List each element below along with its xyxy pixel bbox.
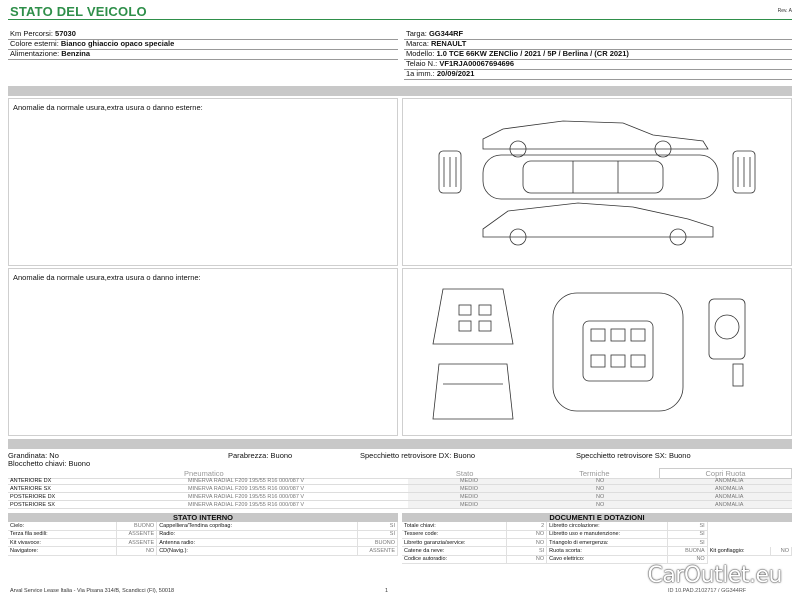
documents-value: NO <box>770 547 791 555</box>
internal-damage-box <box>8 268 398 436</box>
cover-header: Copri Ruota <box>660 469 792 479</box>
documents-label: Kit gonfiaggio: <box>707 547 770 555</box>
tyre-row <box>8 477 792 485</box>
internal-label: CD(Navig.): <box>157 547 358 555</box>
documents-value: NO <box>507 539 547 547</box>
brand-row: Marca: RENAULT <box>406 39 467 48</box>
documents-value: SI <box>507 547 547 555</box>
internal-row <box>8 522 398 530</box>
documents-title: DOCUMENTI E DOTAZIONI <box>402 513 792 522</box>
internal-row <box>8 539 398 547</box>
documents-value: 2 <box>507 522 547 530</box>
internal-label: Cappelliera/Tendina copribag: <box>157 522 358 530</box>
plate-row: Targa: GG344RF <box>406 29 464 38</box>
tyre-thermal: NO <box>596 478 605 484</box>
tyre-desc: MINERVA RADIAL F209 195/55 R16 000/087 V <box>188 502 305 508</box>
tyre-state: MEDIO <box>460 502 479 508</box>
tyre-cover: ANOMALIA <box>715 494 744 500</box>
documents-value: SI <box>667 530 707 538</box>
documents-label: Tessere code: <box>402 530 507 538</box>
internal-label: Kit vivavoce: <box>8 539 117 547</box>
tyre-cover: ANOMALIA <box>715 478 744 484</box>
tyre-cover: ANOMALIA <box>715 486 744 492</box>
internal-label: Terza fila sedili: <box>8 530 117 538</box>
documents-label: Libretto garanzia/service: <box>402 539 507 547</box>
car-exterior-icon <box>403 99 793 267</box>
thermal-header: Termiche <box>530 469 660 479</box>
registration-row: 1a imm.: 20/09/2021 <box>406 69 475 78</box>
internal-label: Antenna radio: <box>157 539 358 547</box>
tyre-row <box>8 485 792 493</box>
documents-label: Triangolo di emergenza: <box>547 539 668 547</box>
documents-row <box>402 530 792 538</box>
documents-table <box>402 522 792 564</box>
tyre-desc: MINERVA RADIAL F209 195/55 R16 000/087 V <box>188 494 305 500</box>
documents-label: Cavo elettrico: <box>547 555 668 563</box>
tyre-pos: POSTERIORE DX <box>10 494 56 500</box>
hail-status: Grandinata: No <box>8 451 59 460</box>
internal-value: ASSENTE <box>358 547 398 555</box>
internal-row <box>8 547 398 555</box>
internal-state-table <box>8 522 398 556</box>
documents-value: SI <box>667 539 707 547</box>
documents-value: NO <box>507 530 547 538</box>
documents-label: Libretto uso e manutenzione: <box>547 530 668 538</box>
internal-value: NO <box>117 547 157 555</box>
windshield-status: Parabrezza: Buono <box>228 451 293 460</box>
tyre-row <box>8 493 792 501</box>
km-row: Km Percorsi: 57030 <box>10 29 76 38</box>
revision-label: Rev. A <box>777 8 792 14</box>
mirror-dx-status: Specchietto retrovisore DX: Buono <box>360 451 476 460</box>
document-id: ID 10.PAD.2102717 / GG344RF <box>668 588 747 594</box>
internal-value: ASSENTE <box>117 530 157 538</box>
internal-value: SI <box>358 530 398 538</box>
model-row: Modello: 1.0 TCE 66KW ZENClio / 2021 / 5P / Berlina / (CR 2021) <box>406 49 629 58</box>
internal-state-title: STATO INTERNO <box>8 513 398 522</box>
state-header: Stato <box>400 469 530 479</box>
watermark-logo: CarOutlet.eu <box>647 563 782 588</box>
documents-value: NO <box>507 555 547 563</box>
tyre-state: MEDIO <box>460 494 479 500</box>
external-car-diagram <box>402 98 792 266</box>
tyre-pos: ANTERIORE SX <box>10 486 51 492</box>
tyre-thermal: NO <box>596 494 605 500</box>
tyre-pos: ANTERIORE DX <box>10 478 52 484</box>
tyre-pos: POSTERIORE SX <box>10 502 55 508</box>
documents-label: Ruota scorta: <box>547 547 668 555</box>
internal-row <box>8 530 398 538</box>
documents-label: Catene da neve: <box>402 547 507 555</box>
tyre-desc: MINERVA RADIAL F209 195/55 R16 000/087 V <box>188 478 305 484</box>
fuel-row: Alimentazione: Benzina <box>10 49 91 58</box>
documents-label: Codice autoradio: <box>402 555 507 563</box>
mirror-sx-status: Specchietto retrovisore SX: Buono <box>576 451 691 460</box>
tyre-row <box>8 501 792 509</box>
page-title: STATO DEL VEICOLO <box>10 4 147 19</box>
documents-row <box>402 522 792 530</box>
car-interior-icon <box>403 269 793 437</box>
key-lock-status: Blocchetto chiavi: Buono <box>8 459 91 468</box>
internal-car-diagram <box>402 268 792 436</box>
vin-row: Telaio N.: VF1RJA00067694696 <box>406 59 515 68</box>
tyre-thermal: NO <box>596 502 605 508</box>
section-divider <box>8 86 792 96</box>
internal-label: Radio: <box>157 530 358 538</box>
external-damage-box <box>8 98 398 266</box>
internal-damage-label: Anomalie da normale usura,extra usura o danno interne: <box>13 273 201 282</box>
internal-label: Cielo: <box>8 522 117 530</box>
color-row: Colore esterni: Bianco ghiaccio opaco speciale <box>10 39 175 48</box>
tyre-header: Pneumatico <box>8 469 400 479</box>
documents-row <box>402 539 792 547</box>
tyre-desc: MINERVA RADIAL F209 195/55 R16 000/087 V <box>188 486 305 492</box>
company-address: Arval Service Lease Italia - Via Pisana 314/B, Scandicci (FI), 50018 <box>10 588 175 594</box>
documents-row <box>402 547 792 555</box>
internal-value: SI <box>358 522 398 530</box>
page-number: 1 <box>385 588 389 594</box>
tyre-state: MEDIO <box>460 486 479 492</box>
documents-label: Totale chiavi: <box>402 522 507 530</box>
documents-value: BUONA <box>667 547 707 555</box>
internal-value: BUONO <box>117 522 157 530</box>
section-divider-2 <box>8 439 792 449</box>
internal-label: Navigatore: <box>8 547 117 555</box>
tyre-cover: ANOMALIA <box>715 502 744 508</box>
documents-value: SI <box>667 522 707 530</box>
documents-value: NO <box>667 555 707 563</box>
external-damage-label: Anomalie da normale usura,extra usura o danno esterne: <box>13 103 203 112</box>
tyre-state: MEDIO <box>460 478 479 484</box>
tyre-thermal: NO <box>596 486 605 492</box>
internal-value: BUONO <box>358 539 398 547</box>
documents-label: Libretto circolazione: <box>547 522 668 530</box>
internal-value: ASSENTE <box>117 539 157 547</box>
